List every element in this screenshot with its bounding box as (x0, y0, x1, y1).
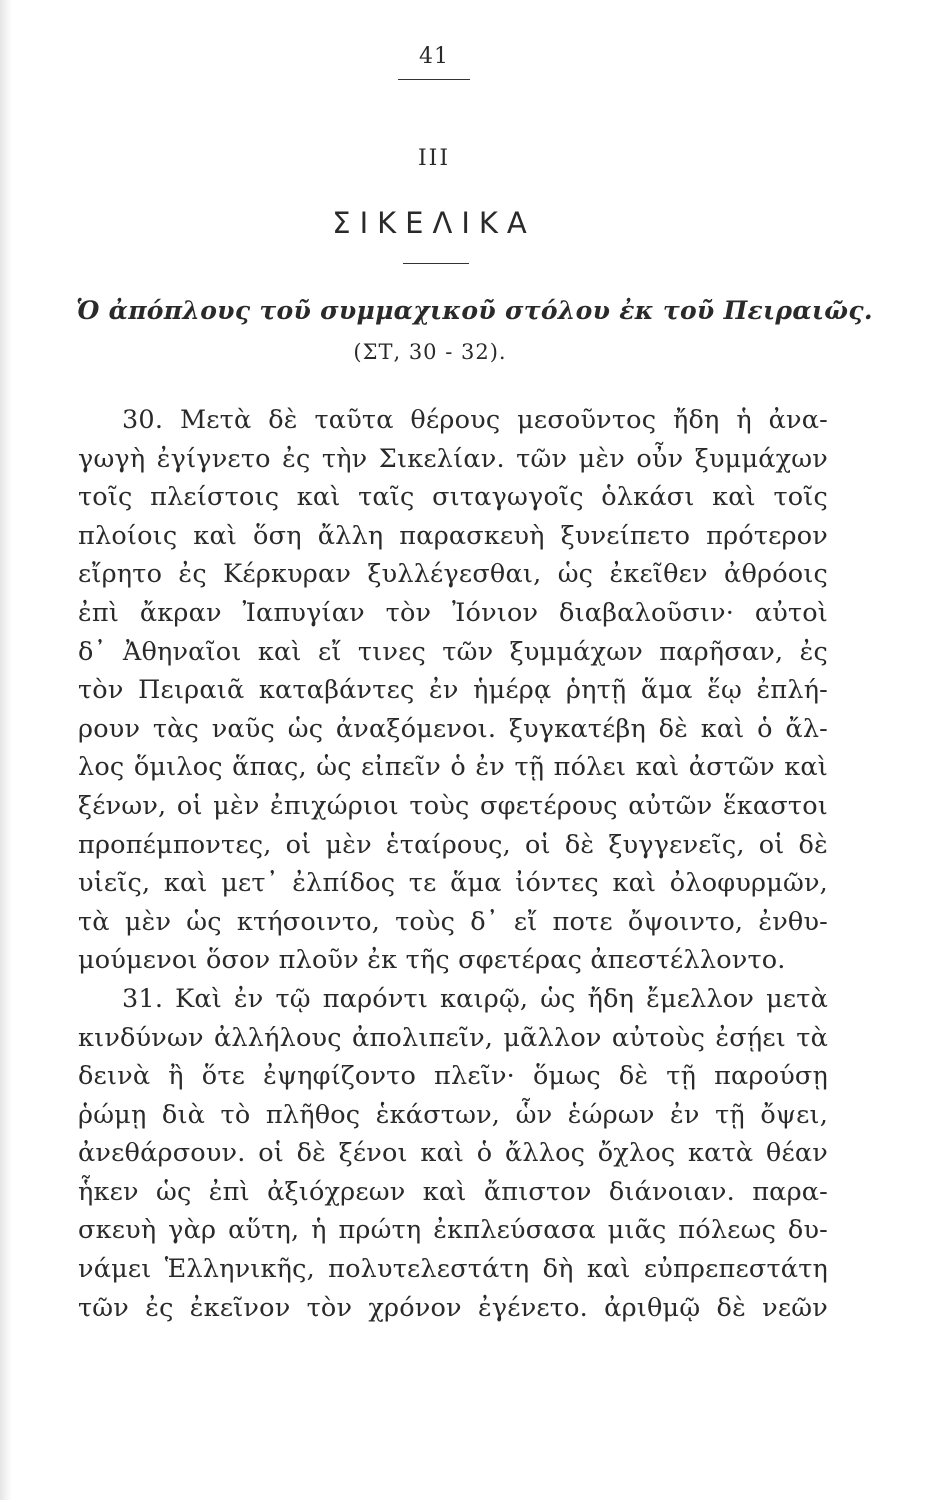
section-title: ΣΙΚΕΛΙΚΑ (332, 206, 536, 240)
text-line: ἀνεθάρσουν. οἱ δὲ ξένοι καὶ ὁ ἄλλος ὄχλος κατὰ θέαν (78, 1138, 828, 1169)
chapter-subtitle: Ὁ ἀπόπλους τοῦ συμμαχικοῦ στόλου ἐκ τοῦ Πειραιῶς. (76, 296, 873, 325)
text-line: ἧκεν ὡς ἐπὶ ἀξιόχρεων καὶ ἄπιστον διάνοιαν. παρα- (78, 1176, 828, 1207)
text-line: λος ὅμιλος ἅπας, ὡς εἰπεῖν ὁ ἐν τῇ πόλει καὶ ἀστῶν καὶ (78, 752, 828, 783)
body-text (78, 401, 828, 1327)
text-line: τὸν Πειραιᾶ καταβάντες ἐν ἡμέρᾳ ῥητῇ ἅμα ἕῳ ἐπλή- (78, 675, 828, 706)
text-line: υἱεῖς, καὶ μετ᾽ ἐλπίδος τε ἅμα ἰόντες καὶ ὀλοφυρμῶν, (78, 868, 828, 899)
text-line: πλοίοις καὶ ὅση ἄλλη παρασκευὴ ξυνείπετο πρότερον (78, 520, 828, 551)
text-line: ξένων, οἱ μὲν ἐπιχώριοι τοὺς σφετέρους αὐτῶν ἕκαστοι (78, 790, 828, 821)
text-line: δ᾽ Ἀθηναῖοι καὶ εἴ τινες τῶν ξυμμάχων παρῆσαν, ἐς (78, 636, 828, 667)
text-line: τῶν ἐς ἐκεῖνον τὸν χρόνον ἐγένετο. ἀριθμῷ δὲ νεῶν (78, 1292, 828, 1323)
text-line: τοῖς πλείστοις καὶ ταῖς σιταγωγοῖς ὁλκάσι καὶ τοῖς (78, 482, 828, 513)
text-line: 30. Μετὰ δὲ ταῦτα θέρους μεσοῦντος ἤδη ἡ ἀνα- (122, 405, 828, 435)
page-number: 41 (419, 44, 449, 69)
text-line: κινδύνων ἀλλήλους ἀπολιπεῖν, μᾶλλον αὐτοὺς ἐσῄει τὰ (78, 1022, 828, 1053)
page-number-underline (398, 79, 470, 80)
section-number: III (417, 146, 451, 171)
text-line: εἴρητο ἐς Κέρκυραν ξυλλέγεσθαι, ὡς ἐκεῖθεν ἀθρόοις (78, 559, 828, 590)
text-line: τὰ μὲν ὡς κτήσοιντο, τοὺς δ᾽ εἴ ποτε ὄψοιντο, ἐνθυ- (78, 906, 828, 937)
text-line: μούμενοι ὅσον πλοῦν ἐκ τῆς σφετέρας ἀπεστέλλοντο. (78, 945, 786, 976)
text-line: γωγὴ ἐγίγνετο ἐς τὴν Σικελίαν. τῶν μὲν οὖν ξυμμάχων (78, 443, 828, 474)
text-line: ἐπὶ ἄκραν Ἰαπυγίαν τὸν Ἰόνιον διαβαλοῦσιν· αὐτοὶ (78, 597, 828, 628)
text-line: δεινὰ ἢ ὅτε ἐψηφίζοντο πλεῖν· ὅμως δὲ τῇ παρούσῃ (78, 1061, 828, 1092)
source-citation: (ΣΤ, 30 - 32). (353, 340, 507, 364)
text-line: ρουν τὰς ναῦς ὡς ἀναξόμενοι. ξυγκατέβη δὲ καὶ ὁ ἄλ- (78, 713, 828, 744)
title-divider (403, 263, 469, 264)
text-line: ῥώμῃ διὰ τὸ πλῆθος ἑκάστων, ὧν ἑώρων ἐν τῇ ὄψει, (78, 1099, 828, 1130)
text-line: σκευὴ γὰρ αὕτη, ἡ πρώτη ἐκπλεύσασα μιᾶς πόλεως δυ- (78, 1215, 828, 1246)
text-line: νάμει Ἑλληνικῆς, πολυτελεστάτη δὴ καὶ εὐπρεπεστάτη (78, 1254, 828, 1285)
text-line: 31. Καὶ ἐν τῷ παρόντι καιρῷ, ὡς ἤδη ἔμελλον μετὰ (122, 983, 828, 1014)
text-line: προπέμποντες, οἱ μὲν ἑταίρους, οἱ δὲ ξυγγενεῖς, οἱ δὲ (78, 829, 828, 860)
